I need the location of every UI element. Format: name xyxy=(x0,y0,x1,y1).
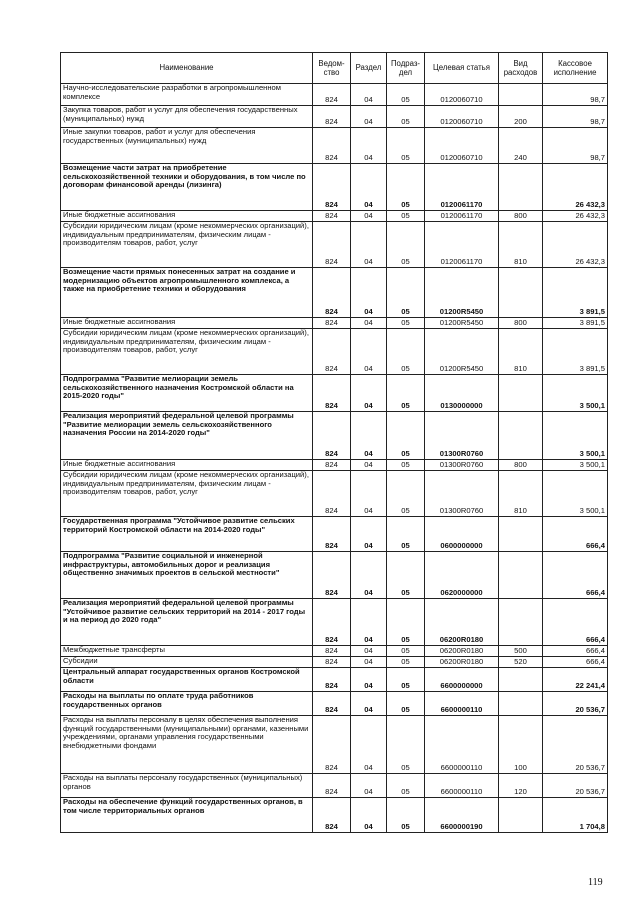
cell-kassovoe-ispolnenie: 26 432,3 xyxy=(543,164,608,211)
table-row xyxy=(61,211,608,222)
cell-vid-rashodov: 520 xyxy=(499,657,543,668)
cell-kassovoe-ispolnenie: 98,7 xyxy=(543,106,608,128)
cell-podrazdel: 05 xyxy=(387,412,425,460)
cell-celevaya-statya: 0120061170 xyxy=(425,222,499,268)
cell-celevaya-statya: 0130000000 xyxy=(425,375,499,412)
cell-kassovoe-ispolnenie: 98,7 xyxy=(543,84,608,106)
cell-podrazdel: 05 xyxy=(387,657,425,668)
table-row xyxy=(61,318,608,329)
cell-celevaya-statya: 06200R0180 xyxy=(425,646,499,657)
header-kassovoe-ispolnenie: Кассовое исполнение xyxy=(543,53,608,84)
cell-vid-rashodov: 800 xyxy=(499,460,543,471)
cell-vid-rashodov: 100 xyxy=(499,716,543,774)
table-row xyxy=(61,657,608,668)
table-row xyxy=(61,798,608,833)
cell-vedomstvo: 824 xyxy=(313,646,351,657)
cell-name: Возмещение части затрат на приобретение сельскохозяйственной техники и оборудования, в том числе по договорам финансовой аренды (лизинга) xyxy=(61,164,313,211)
cell-razdel: 04 xyxy=(351,798,387,833)
cell-podrazdel: 05 xyxy=(387,211,425,222)
cell-razdel: 04 xyxy=(351,329,387,375)
cell-vedomstvo: 824 xyxy=(313,106,351,128)
cell-podrazdel: 05 xyxy=(387,798,425,833)
table-row xyxy=(61,84,608,106)
cell-podrazdel: 05 xyxy=(387,268,425,318)
cell-kassovoe-ispolnenie: 3 500,1 xyxy=(543,375,608,412)
table-row xyxy=(61,222,608,268)
cell-razdel: 04 xyxy=(351,106,387,128)
cell-vedomstvo: 824 xyxy=(313,211,351,222)
table-row xyxy=(61,668,608,692)
table-row xyxy=(61,552,608,599)
cell-razdel: 04 xyxy=(351,128,387,164)
cell-podrazdel: 05 xyxy=(387,716,425,774)
cell-podrazdel: 05 xyxy=(387,646,425,657)
cell-vid-rashodov xyxy=(499,164,543,211)
header-vedomstvo: Ведом-ство xyxy=(313,53,351,84)
cell-podrazdel: 05 xyxy=(387,599,425,646)
table-row xyxy=(61,412,608,460)
cell-vid-rashodov xyxy=(499,668,543,692)
cell-vid-rashodov: 810 xyxy=(499,471,543,517)
cell-celevaya-statya: 01300R0760 xyxy=(425,460,499,471)
cell-podrazdel: 05 xyxy=(387,128,425,164)
cell-celevaya-statya: 01200R5450 xyxy=(425,329,499,375)
table-row xyxy=(61,646,608,657)
cell-razdel: 04 xyxy=(351,517,387,552)
cell-vedomstvo: 824 xyxy=(313,657,351,668)
cell-vedomstvo: 824 xyxy=(313,84,351,106)
cell-podrazdel: 05 xyxy=(387,692,425,716)
table-row xyxy=(61,164,608,211)
cell-name: Расходы на обеспечение функций государственных органов, в том числе территориальных органов xyxy=(61,798,313,833)
cell-vedomstvo: 824 xyxy=(313,774,351,798)
cell-vedomstvo: 824 xyxy=(313,318,351,329)
cell-vid-rashodov xyxy=(499,412,543,460)
cell-name: Государственная программа "Устойчивое развитие сельских территорий Костромской области на 2014-2020 годы" xyxy=(61,517,313,552)
cell-name: Межбюджетные трансферты xyxy=(61,646,313,657)
cell-name: Иные бюджетные ассигнования xyxy=(61,318,313,329)
cell-name: Иные бюджетные ассигнования xyxy=(61,460,313,471)
cell-celevaya-statya: 01300R0760 xyxy=(425,471,499,517)
cell-kassovoe-ispolnenie: 666,4 xyxy=(543,517,608,552)
cell-name: Научно-исследовательские разработки в агропромышленном комплексе xyxy=(61,84,313,106)
cell-razdel: 04 xyxy=(351,646,387,657)
cell-vedomstvo: 824 xyxy=(313,375,351,412)
budget-table xyxy=(60,52,608,833)
cell-kassovoe-ispolnenie: 3 500,1 xyxy=(543,412,608,460)
cell-name: Центральный аппарат государственных органов Костромской области xyxy=(61,668,313,692)
cell-razdel: 04 xyxy=(351,460,387,471)
cell-razdel: 04 xyxy=(351,211,387,222)
cell-kassovoe-ispolnenie: 22 241,4 xyxy=(543,668,608,692)
cell-kassovoe-ispolnenie: 666,4 xyxy=(543,552,608,599)
budget-table-sheet xyxy=(60,52,607,833)
cell-vedomstvo: 824 xyxy=(313,692,351,716)
cell-podrazdel: 05 xyxy=(387,318,425,329)
cell-podrazdel: 05 xyxy=(387,222,425,268)
cell-vedomstvo: 824 xyxy=(313,128,351,164)
header-celevaya-statya: Целевая статья xyxy=(425,53,499,84)
cell-vid-rashodov xyxy=(499,268,543,318)
cell-vid-rashodov: 800 xyxy=(499,211,543,222)
cell-vedomstvo: 824 xyxy=(313,222,351,268)
page-number: 119 xyxy=(588,877,603,888)
cell-vedomstvo: 824 xyxy=(313,798,351,833)
cell-razdel: 04 xyxy=(351,375,387,412)
cell-name: Реализация мероприятий федеральной целевой программы "Развитие мелиорации земель сельскохозяйственного назначения России на 2014-2020 годы" xyxy=(61,412,313,460)
cell-razdel: 04 xyxy=(351,668,387,692)
cell-podrazdel: 05 xyxy=(387,460,425,471)
cell-celevaya-statya: 6600000000 xyxy=(425,668,499,692)
cell-kassovoe-ispolnenie: 20 536,7 xyxy=(543,774,608,798)
table-header-row xyxy=(61,53,608,84)
cell-name: Субсидии юридическим лицам (кроме некоммерческих организаций), индивидуальным предпринимателям, физическим лицам - производителям товаров, работ, услуг xyxy=(61,329,313,375)
cell-podrazdel: 05 xyxy=(387,774,425,798)
header-vid-rashodov: Вид расходов xyxy=(499,53,543,84)
cell-celevaya-statya: 0620000000 xyxy=(425,552,499,599)
cell-celevaya-statya: 0120061170 xyxy=(425,164,499,211)
cell-vid-rashodov: 200 xyxy=(499,106,543,128)
cell-kassovoe-ispolnenie: 3 891,5 xyxy=(543,318,608,329)
cell-name: Закупка товаров, работ и услуг для обеспечения государственных (муниципальных) нужд xyxy=(61,106,313,128)
cell-kassovoe-ispolnenie: 3 500,1 xyxy=(543,460,608,471)
cell-name: Иные закупки товаров, работ и услуг для обеспечения государственных (муниципальных) нужд xyxy=(61,128,313,164)
cell-celevaya-statya: 6600000110 xyxy=(425,774,499,798)
cell-name: Возмещение части прямых понесенных затрат на создание и модернизацию объектов агропромышленного комплекса, а также на приобретение техники и оборудования xyxy=(61,268,313,318)
cell-razdel: 04 xyxy=(351,774,387,798)
table-row xyxy=(61,460,608,471)
cell-vid-rashodov xyxy=(499,692,543,716)
cell-podrazdel: 05 xyxy=(387,375,425,412)
cell-vedomstvo: 824 xyxy=(313,412,351,460)
cell-kassovoe-ispolnenie: 20 536,7 xyxy=(543,692,608,716)
cell-name: Подпрограмма "Развитие социальной и инженерной инфраструктуры, автомобильных дорог и реализация общественно значимых проектов в сельской местности" xyxy=(61,552,313,599)
cell-vedomstvo: 824 xyxy=(313,164,351,211)
cell-name: Иные бюджетные ассигнования xyxy=(61,211,313,222)
cell-podrazdel: 05 xyxy=(387,84,425,106)
table-row xyxy=(61,329,608,375)
cell-celevaya-statya: 6600000110 xyxy=(425,692,499,716)
cell-razdel: 04 xyxy=(351,164,387,211)
cell-vedomstvo: 824 xyxy=(313,471,351,517)
cell-celevaya-statya: 01200R5450 xyxy=(425,268,499,318)
cell-celevaya-statya: 6600000110 xyxy=(425,716,499,774)
cell-kassovoe-ispolnenie: 3 891,5 xyxy=(543,268,608,318)
cell-kassovoe-ispolnenie: 20 536,7 xyxy=(543,716,608,774)
cell-celevaya-statya: 06200R0180 xyxy=(425,657,499,668)
table-body xyxy=(61,84,608,833)
cell-vedomstvo: 824 xyxy=(313,599,351,646)
table-row xyxy=(61,517,608,552)
table-row xyxy=(61,128,608,164)
cell-podrazdel: 05 xyxy=(387,329,425,375)
cell-vid-rashodov: 810 xyxy=(499,222,543,268)
table-row xyxy=(61,106,608,128)
cell-vid-rashodov xyxy=(499,84,543,106)
cell-vedomstvo: 824 xyxy=(313,268,351,318)
cell-kassovoe-ispolnenie: 666,4 xyxy=(543,657,608,668)
cell-razdel: 04 xyxy=(351,318,387,329)
table-row xyxy=(61,774,608,798)
cell-celevaya-statya: 06200R0180 xyxy=(425,599,499,646)
cell-razdel: 04 xyxy=(351,222,387,268)
cell-kassovoe-ispolnenie: 98,7 xyxy=(543,128,608,164)
cell-name: Субсидии юридическим лицам (кроме некоммерческих организаций), индивидуальным предпринимателям, физическим лицам - производителям товаров, работ, услуг xyxy=(61,222,313,268)
cell-razdel: 04 xyxy=(351,657,387,668)
cell-vedomstvo: 824 xyxy=(313,716,351,774)
cell-vid-rashodov: 240 xyxy=(499,128,543,164)
cell-celevaya-statya: 0120060710 xyxy=(425,128,499,164)
cell-vid-rashodov xyxy=(499,798,543,833)
cell-kassovoe-ispolnenie: 3 891,5 xyxy=(543,329,608,375)
cell-podrazdel: 05 xyxy=(387,668,425,692)
cell-razdel: 04 xyxy=(351,599,387,646)
cell-razdel: 04 xyxy=(351,716,387,774)
table-row xyxy=(61,692,608,716)
cell-name: Субсидии юридическим лицам (кроме некоммерческих организаций), индивидуальным предпринимателям, физическим лицам - производителям товаров, работ, услуг xyxy=(61,471,313,517)
table-row xyxy=(61,599,608,646)
cell-vid-rashodov: 500 xyxy=(499,646,543,657)
cell-podrazdel: 05 xyxy=(387,164,425,211)
table-row xyxy=(61,268,608,318)
cell-razdel: 04 xyxy=(351,412,387,460)
cell-razdel: 04 xyxy=(351,471,387,517)
cell-vid-rashodov: 800 xyxy=(499,318,543,329)
header-name: Наименование xyxy=(61,53,313,84)
table-row xyxy=(61,716,608,774)
header-razdel: Раздел xyxy=(351,53,387,84)
cell-name: Подпрограмма "Развитие мелиорации земель сельскохозяйственного назначения Костромской области на 2015-2020 годы" xyxy=(61,375,313,412)
cell-celevaya-statya: 01300R0760 xyxy=(425,412,499,460)
cell-celevaya-statya: 0600000000 xyxy=(425,517,499,552)
cell-vedomstvo: 824 xyxy=(313,552,351,599)
table-row xyxy=(61,471,608,517)
cell-celevaya-statya: 0120060710 xyxy=(425,106,499,128)
cell-razdel: 04 xyxy=(351,268,387,318)
cell-podrazdel: 05 xyxy=(387,106,425,128)
cell-name: Расходы на выплаты персоналу в целях обеспечения выполнения функций государственными (муниципальными) органами, казенными учреждениями, органами управления государственными внебюджетными фондами xyxy=(61,716,313,774)
cell-razdel: 04 xyxy=(351,84,387,106)
table-row xyxy=(61,375,608,412)
cell-celevaya-statya: 6600000190 xyxy=(425,798,499,833)
cell-vedomstvo: 824 xyxy=(313,329,351,375)
cell-razdel: 04 xyxy=(351,692,387,716)
cell-celevaya-statya: 0120060710 xyxy=(425,84,499,106)
cell-vid-rashodov xyxy=(499,375,543,412)
cell-name: Расходы на выплаты по оплате труда работников государственных органов xyxy=(61,692,313,716)
cell-vid-rashodov xyxy=(499,599,543,646)
cell-vedomstvo: 824 xyxy=(313,460,351,471)
cell-celevaya-statya: 0120061170 xyxy=(425,211,499,222)
cell-kassovoe-ispolnenie: 666,4 xyxy=(543,646,608,657)
cell-kassovoe-ispolnenie: 26 432,3 xyxy=(543,222,608,268)
cell-kassovoe-ispolnenie: 26 432,3 xyxy=(543,211,608,222)
cell-podrazdel: 05 xyxy=(387,471,425,517)
cell-celevaya-statya: 01200R5450 xyxy=(425,318,499,329)
cell-vid-rashodov xyxy=(499,517,543,552)
cell-kassovoe-ispolnenie: 1 704,8 xyxy=(543,798,608,833)
cell-kassovoe-ispolnenie: 666,4 xyxy=(543,599,608,646)
cell-name: Расходы на выплаты персоналу государственных (муниципальных) органов xyxy=(61,774,313,798)
cell-kassovoe-ispolnenie: 3 500,1 xyxy=(543,471,608,517)
cell-vedomstvo: 824 xyxy=(313,517,351,552)
cell-vid-rashodov xyxy=(499,552,543,599)
cell-vid-rashodov: 810 xyxy=(499,329,543,375)
cell-vid-rashodov: 120 xyxy=(499,774,543,798)
cell-vedomstvo: 824 xyxy=(313,668,351,692)
cell-podrazdel: 05 xyxy=(387,517,425,552)
cell-name: Реализация мероприятий федеральной целевой программы "Устойчивое развитие сельских территорий на 2014 - 2017 годы и на период до 2020 года" xyxy=(61,599,313,646)
cell-razdel: 04 xyxy=(351,552,387,599)
header-podrazdel: Подраз-дел xyxy=(387,53,425,84)
cell-podrazdel: 05 xyxy=(387,552,425,599)
cell-name: Субсидии xyxy=(61,657,313,668)
